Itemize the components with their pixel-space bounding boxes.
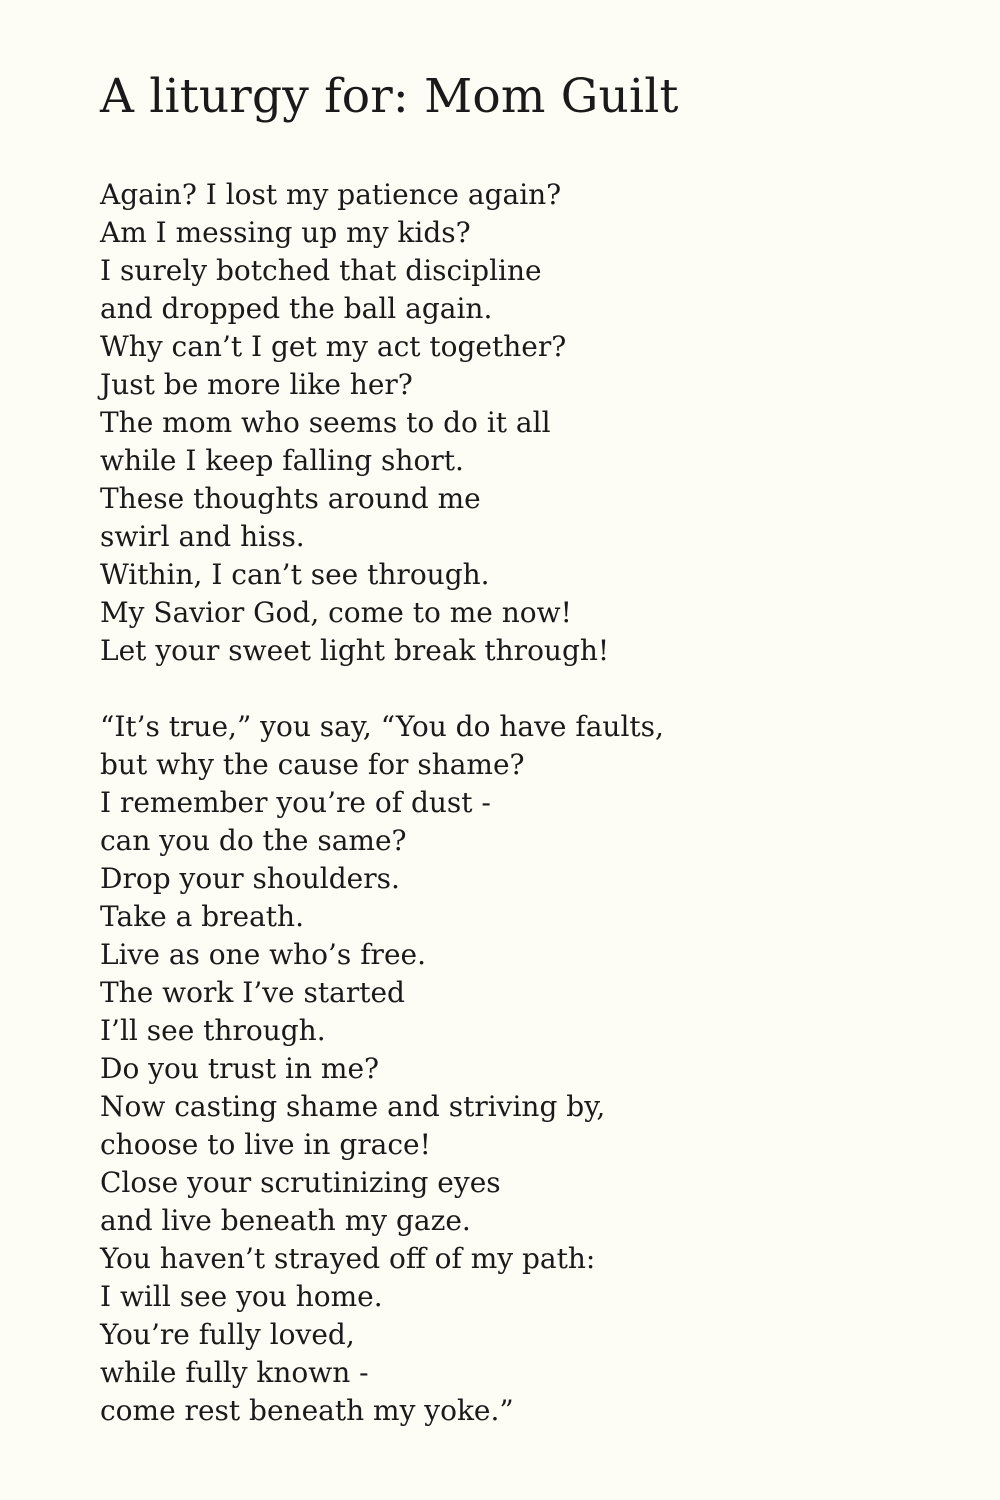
poem-line: can you do the same? <box>100 824 407 857</box>
poem-line: I will see you home. <box>100 1280 383 1313</box>
poem-line: Why can’t I get my act together? <box>100 330 567 363</box>
poem-line: You haven’t strayed off of my path: <box>100 1242 596 1275</box>
poem-line: I’ll see through. <box>100 1014 326 1047</box>
poem-line: and dropped the ball again. <box>100 292 493 325</box>
poem-line: The mom who seems to do it all <box>100 406 551 439</box>
poem-line: Within, I can’t see through. <box>100 558 490 591</box>
poem-line: Do you trust in me? <box>100 1052 380 1085</box>
poem-line: “It’s true,” you say, “You do have faults, <box>100 710 664 743</box>
poem-line: Live as one who’s free. <box>100 938 426 971</box>
poem-line: but why the cause for shame? <box>100 748 525 781</box>
poem-line: Take a breath. <box>100 900 304 933</box>
poem-line: My Savior God, come to me now! <box>100 596 572 629</box>
poem-line: Now casting shame and striving by, <box>100 1090 606 1123</box>
poem-line: swirl and hiss. <box>100 520 305 553</box>
poem-line: come rest beneath my yoke.” <box>100 1394 514 1427</box>
poem-line: and live beneath my gaze. <box>100 1204 471 1237</box>
stanza-2 <box>100 708 1000 1430</box>
stanza-1 <box>100 176 1000 670</box>
poem-line: You’re fully loved, <box>100 1318 355 1351</box>
poem-line: I remember you’re of dust - <box>100 786 491 819</box>
poem-line: while I keep falling short. <box>100 444 464 477</box>
poem-line: while fully known - <box>100 1356 369 1389</box>
poem-line: Close your scrutinizing eyes <box>100 1166 501 1199</box>
poem-line: Just be more like her? <box>100 368 413 401</box>
poem-line: The work I’ve started <box>100 976 405 1009</box>
poem-line: Am I messing up my kids? <box>100 216 471 249</box>
poem-title: A liturgy for: Mom Guilt <box>100 69 679 124</box>
poem-line: These thoughts around me <box>100 482 481 515</box>
poem-line: choose to live in grace! <box>100 1128 431 1161</box>
poem-line: Let your sweet light break through! <box>100 634 610 667</box>
poem-line: Drop your shoulders. <box>100 862 400 895</box>
poem-line: Again? I lost my patience again? <box>100 178 562 211</box>
poem-line: I surely botched that discipline <box>100 254 542 287</box>
